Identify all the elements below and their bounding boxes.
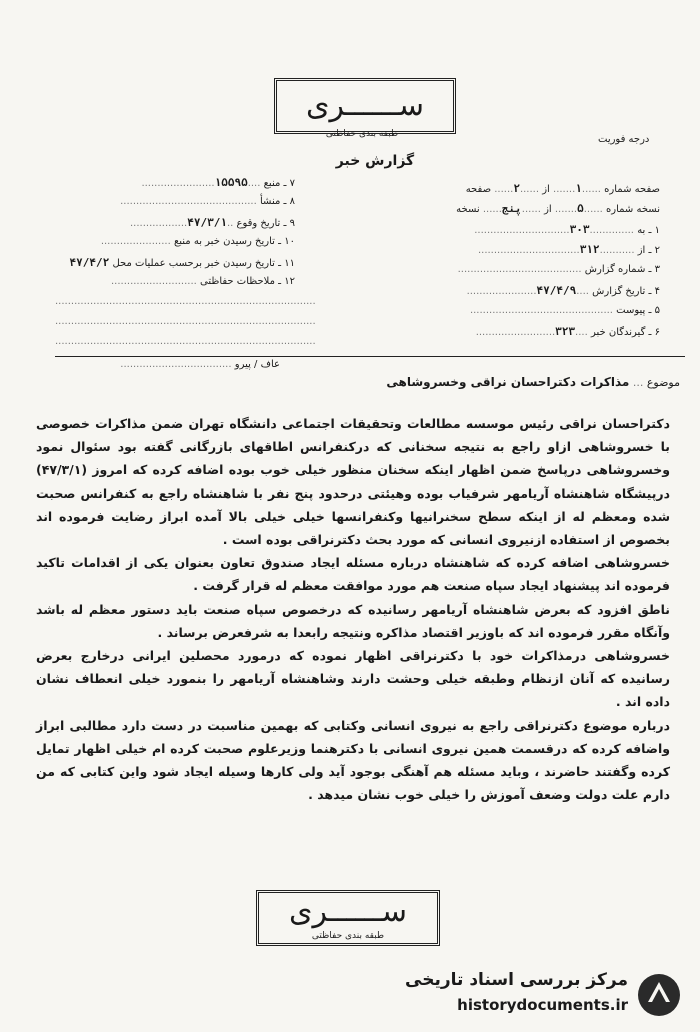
archive-logo-icon: [636, 972, 682, 1018]
archive-footer: [382, 966, 682, 1026]
field-copy-number: نسخه شماره ......۵....... از ......پنج...... نسخه: [456, 202, 660, 215]
classification-stamp-bottom: [256, 890, 440, 946]
field-report-number: ۳ ـ شماره گزارش .......................................: [457, 264, 660, 275]
field-to: ۱ ـ به ..............۳۰۳..............................: [474, 223, 660, 236]
body-paragraph: خسروشاهی درمذاکرات خود با دکترنراقی اظهار نموده که درمورد محصلین ایرانی درخارج بعرض رسانیده که آنان ازنظام وطبقه خیلی وحشت دارند وشاهنشاه آریامهر را بنمورد خیلی انعطاف نشان داده اند .: [36, 648, 670, 710]
field-date-received-source: ۱۰ ـ تاریخ رسیدن خبر به منبع ......................: [100, 236, 295, 247]
field-ref: عاف / پیرو ...................................: [120, 359, 280, 370]
stamp-subtitle-top: طبقه بندی حفاظتی: [325, 129, 399, 139]
report-body: [36, 412, 670, 806]
field-report-date: ۴ ـ تاریخ گزارش ....۴۷/۴/۹......................: [466, 284, 660, 297]
archive-site: historydocuments.ir: [457, 996, 628, 1014]
stamp-title: ســــــری: [289, 894, 407, 929]
dotted-line-1: ..................................................................................: [55, 296, 316, 307]
field-source: ۷ ـ منبع ....۱۵۵۹۵.......................: [141, 176, 295, 189]
field-occurrence-date: ۹ ـ تاریخ وقوع ..۴۷/۳/۱..................: [130, 216, 295, 229]
body-paragraph: دکتراحسان نراقی رئیس موسسه مطالعات وتحقیقات اجتماعی دانشگاه تهران ضمن مذاکرات خصوصی با خسروشاهی ازاو راجع به نتیجه سخنانی که درکنفرانس اطاقهای بازرگانی گفته بود سئوال نمود وخسروشاهی درپاسخ ضمن اظهار اینکه سخنان منظور خیلی خوب بوده اضافه کرده که امروز (۴۷/۳/۱) درپیشگاه شاهنشاه آریامهر شرفیاب بوده وهیئتی درحدود پنج نفر با شاهنشاه راجع به کنفرانس صحبت شده ومعظم له از اینکه سطح سخنرانیها وکنفرانسها خیلی خیلی بالا آمده ابراز رضایت فرموده اند بخصوص از استفاده ازنیروی انسانی که مورد بحث دکترنراقی بوده است .: [36, 416, 670, 548]
report-title: گزارش خبر: [335, 153, 415, 169]
dotted-line-3: ..................................................................................: [55, 336, 316, 347]
body-paragraph: ناطق افزود که بعرض شاهنشاه آریامهر رسانیده که درخصوص سپاه صنعت باید دستور معظم له باشد وآنگاه مقرر فرموده اند که باوزیر اقتصاد مذاکره ونتیجه رابعدا به شرفعرض برساند .: [36, 601, 670, 640]
field-from: ۲ ـ از ...........۳۱۲................................: [477, 243, 660, 256]
subject-line: موضوع ... مذاکرات دکتراحسان نراقی وخسروشاهی: [386, 375, 680, 389]
archive-name: مرکز بررسی اسناد تاریخی: [405, 970, 628, 990]
stamp-subtitle: طبقه بندی حفاظتی: [311, 931, 385, 941]
body-paragraph: خسروشاهی اضافه کرده که شاهنشاه درباره مسئله ایجاد صندوق تعاون بعنوان یکی از اقدامات تاکید فرموده اند پیشنهاد ایجاد سپاه صنعت هم مورد موافقت معظم له قرار گرفت .: [36, 555, 670, 594]
field-recipients: ۶ ـ گیرندگان خبر ....۳۲۳.........................: [475, 325, 660, 338]
body-paragraph: درباره موضوع دکترنراقی راجع به نیروی انسانی وکتابی که بهمین مناسبت در دست دارد مطالبی ابراز واضافه کرده که درقسمت همین نیروی انسانی با دکترهنما وزیرعلوم صحبت کرده ام خیلی اظهار تمایل کرده وگفتند حاضرند ، وباید مسئله هم آهنگی بوجود آید ولی کارها وسیله ایجاد شود واین کتابی که من دارم علت دولت وضعف آموزش را خیلی خوب نشان میدهد .: [36, 717, 670, 803]
stamp-title: ســــــری: [306, 88, 424, 123]
field-date-received-ops: ۱۱ ـ تاریخ رسیدن خبر برحسب عملیات محل ۴۷/۴/۲: [69, 256, 295, 269]
field-security-notes: ۱۲ ـ ملاحظات حفاظتی ...........................: [111, 276, 295, 287]
field-attachment: ۵ ـ پیوست .............................................: [469, 305, 660, 316]
classification-stamp-top: [274, 78, 456, 134]
dotted-line-2: ..................................................................................: [55, 316, 316, 327]
field-origin: ۸ ـ منشأ ...........................................: [120, 196, 295, 207]
field-page-number: صفحه شماره ......۱....... از ......۲...... صفحه: [465, 182, 660, 195]
priority-label: درجه فوریت: [598, 134, 650, 145]
header-rule: [55, 356, 685, 357]
